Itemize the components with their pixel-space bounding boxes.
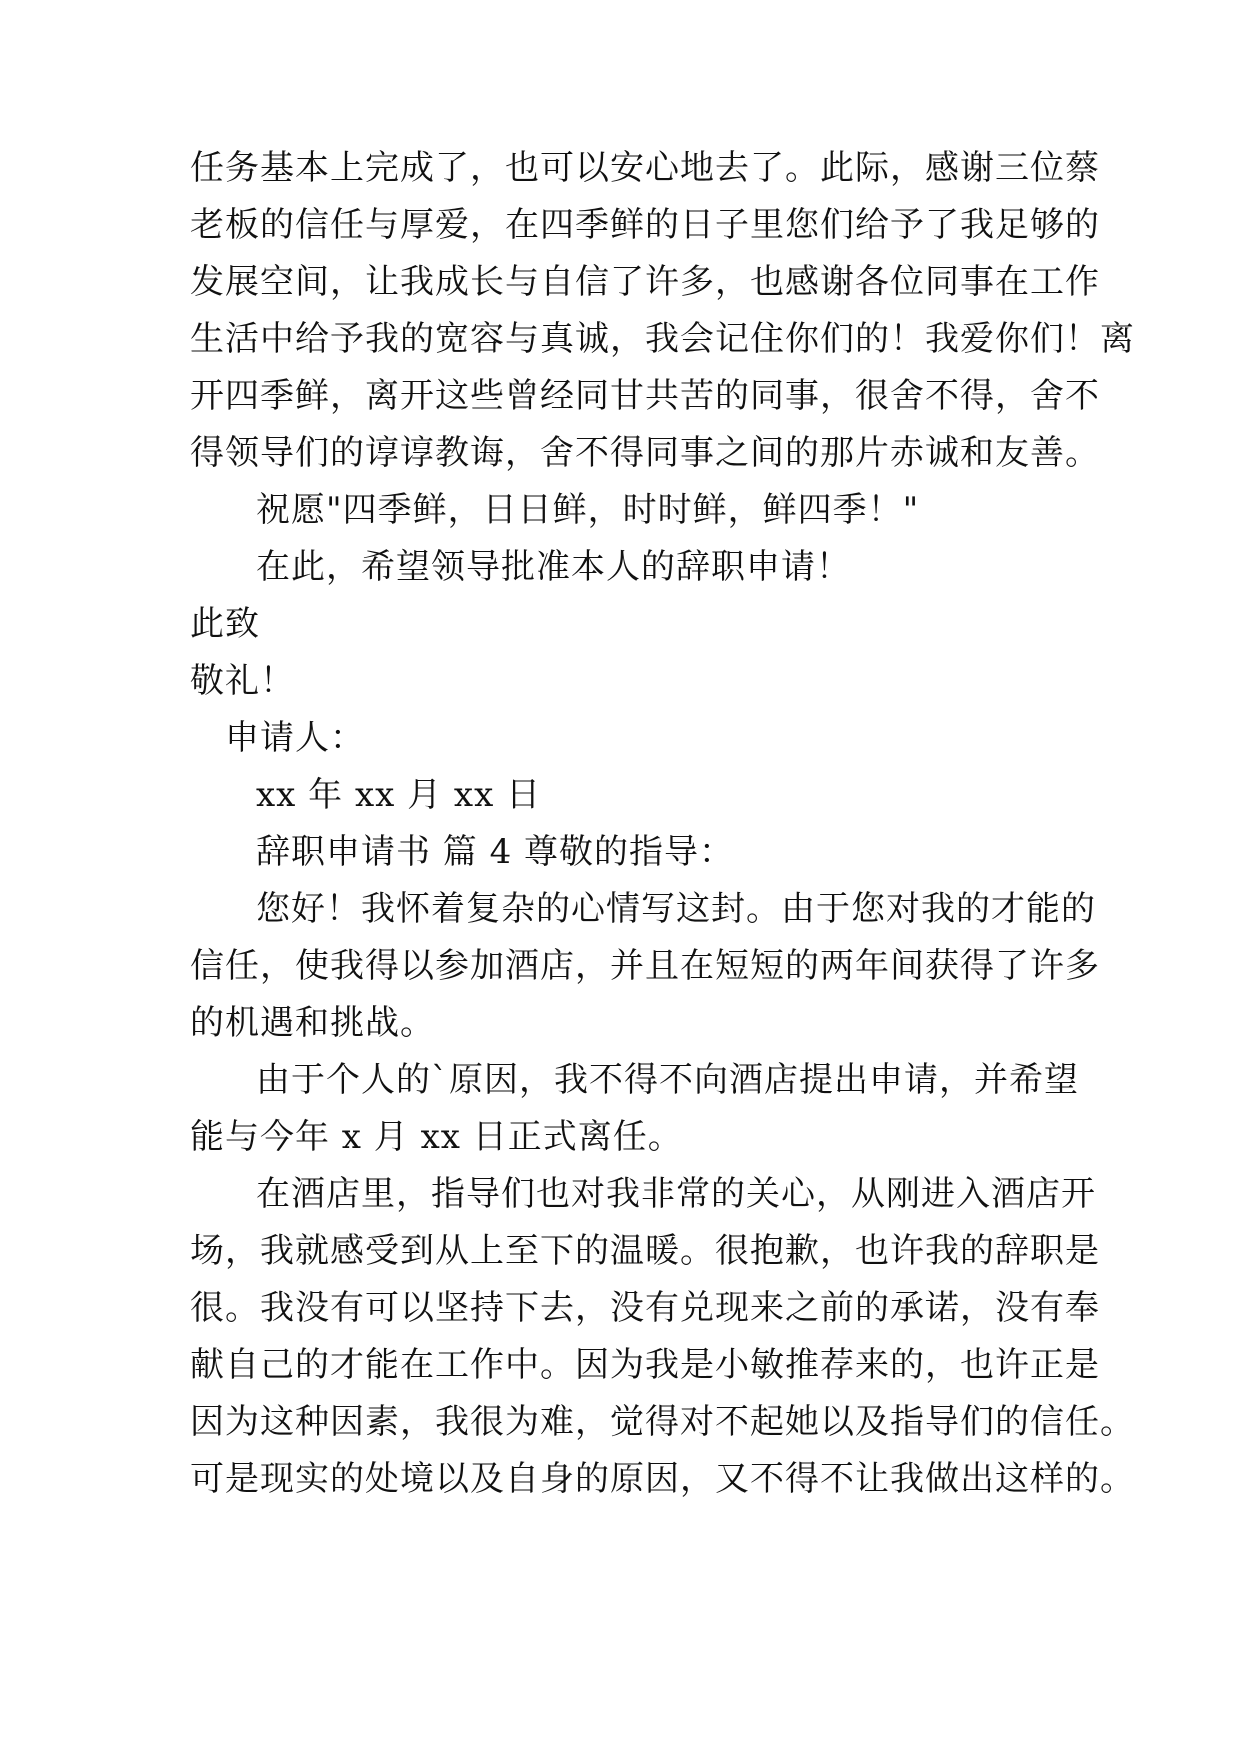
text-line: 由于个人的`原因，我不得不向酒店提出申请，并希望 (256, 1060, 1079, 1100)
text-line: 能与今年 x 月 xx 日正式离任。 (190, 1117, 683, 1157)
text-line: 可是现实的处境以及自身的原因，又不得不让我做出这样的。 (190, 1459, 1135, 1499)
text-line: 老板的信任与厚爱，在四季鲜的日子里您们给予了我足够的 (190, 205, 1100, 245)
text-line: 在酒店里，指导们也对我非常的关心，从刚进入酒店开 (256, 1174, 1096, 1214)
text-line: 因为这种因素，我很为难，觉得对不起她以及指导们的信任。 (190, 1402, 1135, 1442)
text-line: 的机遇和挑战。 (190, 1003, 435, 1043)
section-heading: 辞职申请书 篇 4 尊敬的指导： (256, 832, 735, 872)
text-line: 得领导们的谆谆教诲，舍不得同事之间的那片赤诚和友善。 (190, 433, 1100, 473)
text-line: 场，我就感受到从上至下的温暖。很抱歉，也许我的辞职是 (190, 1231, 1100, 1271)
text-line: 在此，希望领导批准本人的辞职申请！ (256, 547, 851, 587)
text-line: 任务基本上完成了，也可以安心地去了。此际，感谢三位蔡 (190, 148, 1100, 188)
text-line: 祝愿"四季鲜，日日鲜，时时鲜，鲜四季！" (256, 490, 920, 530)
text-line: 生活中给予我的宽容与真诚，我会记住你们的！我爱你们！离 (190, 319, 1135, 359)
text-line: 信任，使我得以参加酒店，并且在短短的两年间获得了许多 (190, 946, 1100, 986)
date-line: xx 年 xx 月 xx 日 (256, 775, 542, 815)
closing-line: 此致 (190, 604, 260, 644)
text-line: 您好！我怀着复杂的心情写这封。由于您对我的才能的 (256, 889, 1096, 929)
text-line: 献自己的才能在工作中。因为我是小敏推荐来的，也许正是 (190, 1345, 1100, 1385)
applicant-line: 申请人： (225, 718, 365, 758)
text-line: 很。我没有可以坚持下去，没有兑现来之前的承诺，没有奉 (190, 1288, 1100, 1328)
text-line: 开四季鲜，离开这些曾经同甘共苦的同事，很舍不得，舍不 (190, 376, 1100, 416)
text-line: 发展空间，让我成长与自信了许多，也感谢各位同事在工作 (190, 262, 1100, 302)
closing-line: 敬礼！ (190, 661, 295, 701)
